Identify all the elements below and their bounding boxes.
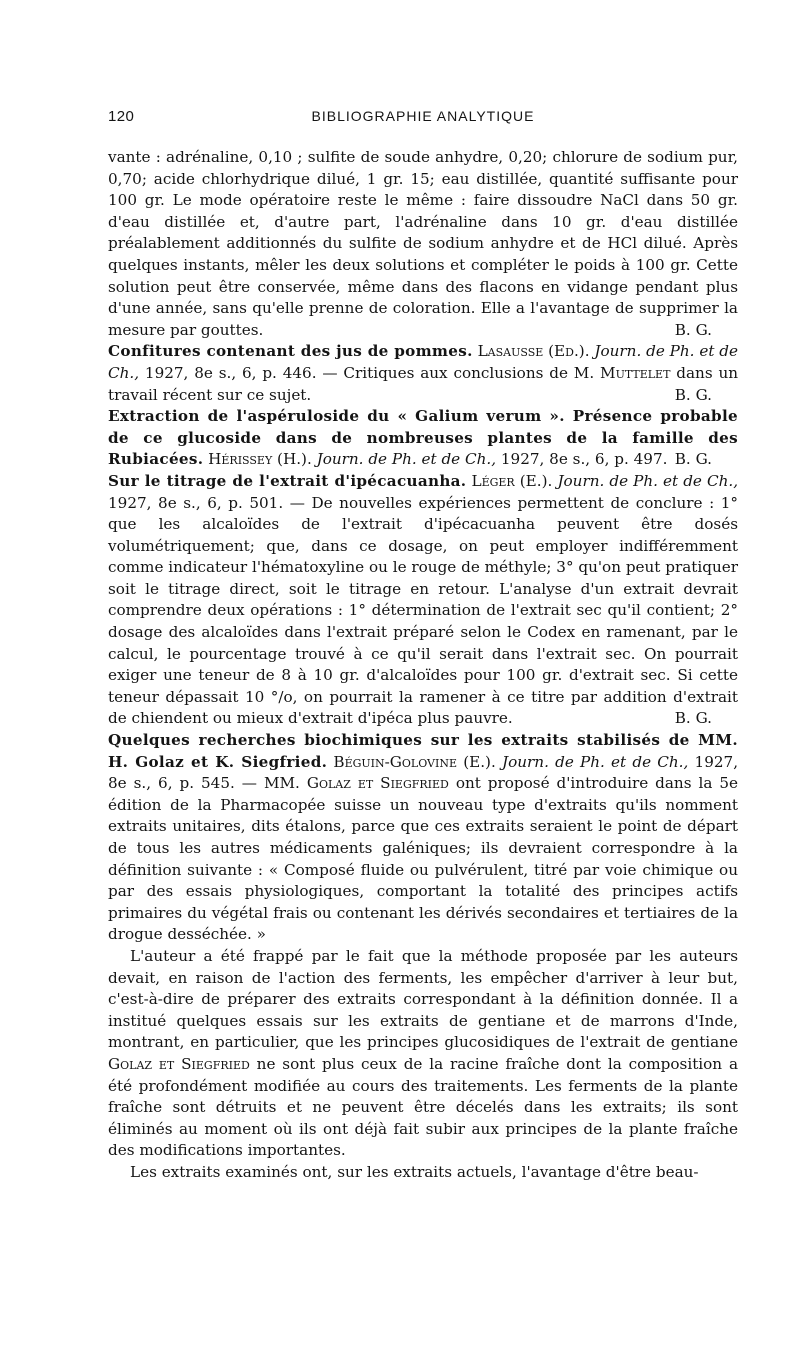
page-number: 120 bbox=[108, 108, 135, 125]
entry-title: Sur le titrage de l'extrait d'ipécacuanha. bbox=[108, 471, 467, 490]
entry-author: Lasausse (Ed.). bbox=[477, 342, 590, 361]
paragraph-text: ne sont plus ceux de la racine fraîche dont la composition a été profondément modifiée au cours des traitements. Les ferments de la plante fraîche sont détruits et ne peuvent être décelés dans les extraits; ils sont éliminés au moment où ils ont déjà fait subir aux principes de la plante fraîche des modifications importantes. bbox=[108, 1054, 739, 1160]
page-body bbox=[108, 147, 738, 1184]
entry-extraits-stabilises bbox=[108, 730, 738, 946]
entry-title: Confitures contenant des jus de pommes. bbox=[108, 342, 473, 361]
signature: B. G. bbox=[674, 709, 712, 728]
entry-reference: 1927, 8e s., 6, p. 545. — bbox=[108, 752, 739, 793]
entry-author: Hérissey (H.). bbox=[208, 450, 312, 469]
paragraph bbox=[108, 946, 738, 1162]
signature: B. G. bbox=[674, 385, 712, 404]
page-header bbox=[108, 108, 738, 132]
entry-authors-mentioned: MM. Golaz et Siegfried bbox=[263, 774, 449, 793]
paragraph bbox=[108, 1162, 738, 1184]
entry-author: Béguin-Golovine (E.). bbox=[333, 752, 496, 771]
entry-journal: Journ. de Ph. et de Ch., bbox=[502, 752, 689, 771]
entry-text: ont proposé d'introduire dans la 5e édition de la Pharmacopée suisse un nouveau type d'extraits qu'ils nomment extraits unitaires, dits étalons, parce que ces extraits seraient le point de départ de tous les autres médicaments galéniques; ils devraient correspondre à la définition suivante : « Composé fluide ou pulvérulent, titré par voie chimique ou par des essais physiologiques, comportant la totalité des principes actifs primaires du végétal frais ou contenant les dérivés secondaires et tertiaires de la drogue desséchée. » bbox=[108, 774, 738, 944]
paragraph-text: Les extraits examinés ont, sur les extraits actuels, l'avantage d'être beau- bbox=[130, 1162, 699, 1181]
entry-author-mentioned: M. Muttelet bbox=[573, 363, 671, 382]
entry-asperuloside bbox=[108, 406, 738, 471]
entry-title: Extraction de l'aspéruloside du « Galium verum ». Présence probable de ce glucoside dans de nombreuses plantes de la famille des Rubiacées. bbox=[108, 407, 738, 469]
entry-reference: 1927, 8e s., 6, p. 501. bbox=[108, 493, 284, 512]
entry-author: Léger (E.). bbox=[471, 471, 553, 490]
signature: B. G. bbox=[674, 450, 712, 469]
entry-journal: Journ. de Ph. et de Ch., bbox=[316, 450, 497, 469]
paragraph-text: vante : adrénaline, 0,10 ; sulfite de soude anhydre, 0,20; chlorure de sodium pur, 0,70; acide chlorhydrique dilué, 1 gr. 15; eau distillée, quantité suffisante pour 100 gr. Le mode opératoire reste le même : faire dissoudre NaCl dans 50 gr. d'eau distillée et, d'autre part, l'adrénaline dans 10 gr. d'eau distillée préalablement additionnés du sulfite de sodium anhydre et de HCl dilué. Après quelques instants, mêler les deux solutions et compléter le poids à 100 gr. Cette solution peut être conservée, même dans des flacons en vidange pendant plus d'une année, sans qu'elle prenne de coloration. Elle a l'avantage de supprimer la mesure par gouttes. bbox=[108, 148, 738, 339]
entry-journal: Journ. de Ph. et de Ch., bbox=[108, 342, 739, 382]
running-title: BIBLIOGRAPHIE ANALYTIQUE bbox=[311, 108, 535, 124]
signature: B. G. bbox=[674, 320, 712, 339]
entry-text: — De nouvelles expériences permettent de conclure : 1° que les alcaloïdes de l'extrait d'ipécacuanha peuvent être dosés volumétriquement; que, dans ce dosage, on peut employer indifféremment comme indicateur l'hématoxyline ou le rouge de méthyle; 3° qu'on peut pratiquer soit le titrage direct, soit le titrage en retour. L'analyse d'un extrait devrait comprendre deux opérations : 1° détermination de l'extrait sec qu'il contient; 2° dosage des alcaloïdes dans l'extrait préparé selon le Codex en ramenant, par le calcul, le pourcentage trouvé à ce qu'il serait dans l'extrait sec. On pourrait exiger une teneur de 8 à 10 gr. d'alcaloïdes pour 100 gr. d'extrait sec. Si cette teneur dépassait 10 °/o, on pourrait la ramener à ce titre par addition d'extrait de chiendent ou mieux d'extrait d'ipéca plus pauvre. bbox=[108, 493, 738, 728]
entry-reference: 1927, 8e s., 6, p. 497. bbox=[500, 450, 668, 469]
entry-ipecacuanha bbox=[108, 471, 738, 730]
entry-confitures bbox=[108, 341, 738, 406]
entry-reference: 1927, 8e s., 6, p. 446. — Critiques aux conclusions de bbox=[144, 363, 568, 382]
entry-journal: Journ. de Ph. et de Ch., bbox=[557, 471, 739, 490]
continued-paragraph bbox=[108, 147, 738, 341]
paragraph-text: L'auteur a été frappé par le fait que la méthode proposée par les auteurs devait, en raison de l'action des ferments, les empêcher d'arriver à leur but, c'est-à-dire de préparer des extraits correspondant à la définition donnée. Il a institué quelques essais sur les extraits de gentiane et de marrons d'Inde, montrant, en particulier, que les principes glucosidiques de l'extrait de gentiane bbox=[108, 946, 738, 1052]
entry-text: dans un travail récent sur ce sujet. bbox=[108, 363, 739, 404]
paragraph-authors: Golaz et Siegfried bbox=[108, 1054, 250, 1073]
entry-title: Quelques recherches biochimiques sur les extraits stabilisés de MM. H. Golaz et K. Siegfried. bbox=[108, 731, 738, 771]
